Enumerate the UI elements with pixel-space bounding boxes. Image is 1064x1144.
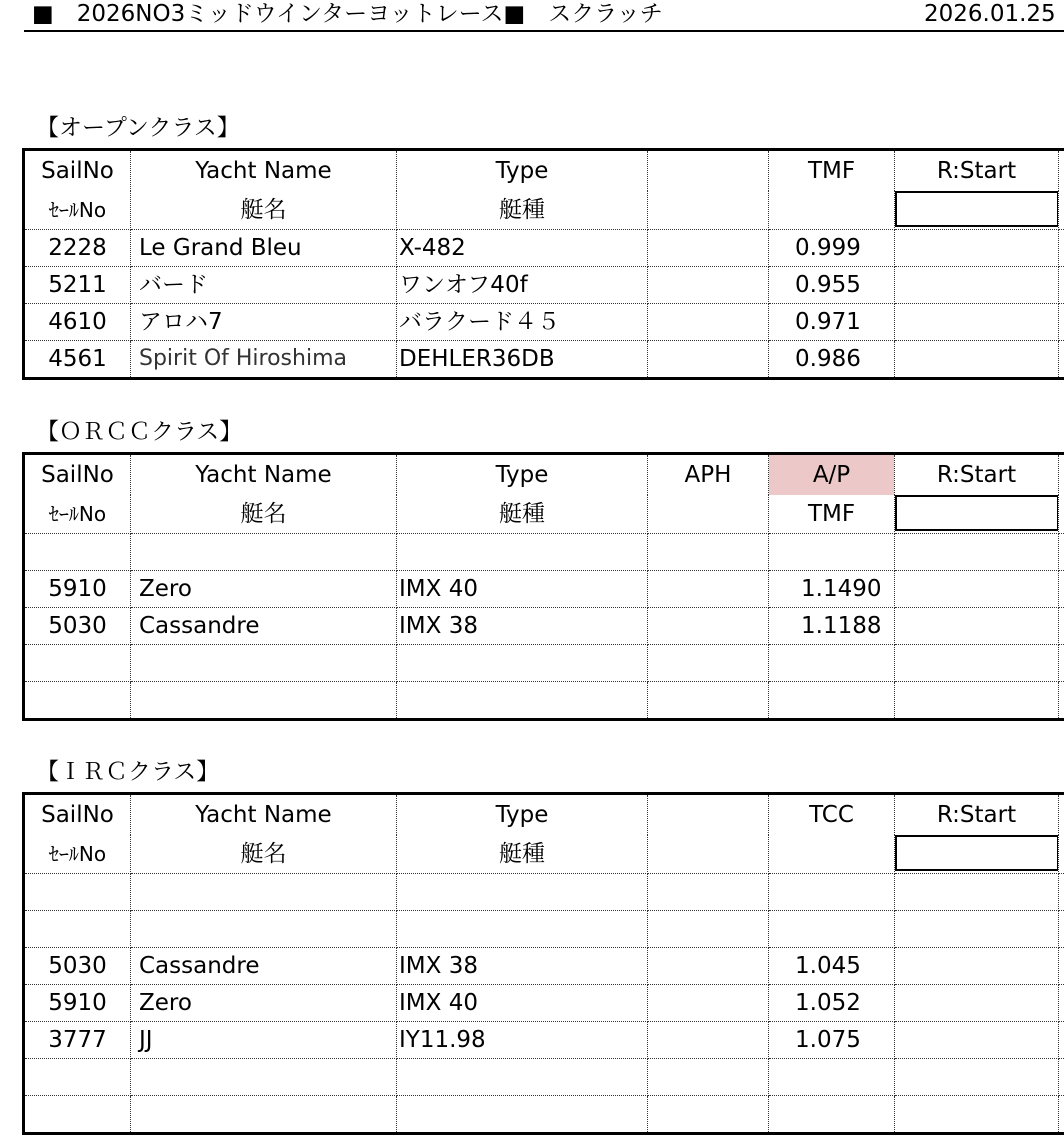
table-row	[24, 1059, 1064, 1096]
col-rest	[1059, 150, 1064, 192]
type-cell[interactable]	[397, 911, 648, 948]
col-r-start: R:Start	[895, 454, 1059, 496]
yacht-name-cell[interactable]	[131, 911, 397, 948]
empty-cell[interactable]	[648, 1096, 769, 1134]
yacht-name-cell[interactable]: Zero	[131, 571, 397, 608]
empty-cell[interactable]	[648, 267, 769, 304]
sail-no-cell[interactable]: 5030	[24, 608, 131, 645]
orcc-class-title: 【ＯＲＣＣクラス】	[36, 419, 243, 445]
irc-class-table	[22, 792, 1064, 1135]
tcc-cell[interactable]	[769, 1059, 895, 1096]
tmf-cell[interactable]: 1.1490	[769, 571, 895, 608]
empty-cell	[648, 495, 769, 534]
empty-cell	[1059, 985, 1064, 1022]
col-yacht-name: Yacht Name	[131, 794, 397, 836]
col-tcc: TCC	[769, 794, 895, 836]
start-cell[interactable]	[895, 534, 1059, 571]
col-sailno-jp: ｾｰﾙNo	[24, 495, 131, 534]
type-cell[interactable]: IMX 38	[397, 608, 648, 645]
empty-cell	[1059, 948, 1064, 985]
table-row	[24, 645, 1064, 682]
start-cell[interactable]	[895, 267, 1059, 304]
start-cell[interactable]	[895, 571, 1059, 608]
open-class-title: 【オープンクラス】	[36, 115, 240, 141]
empty-cell	[1059, 267, 1064, 304]
yacht-name-cell[interactable]	[131, 874, 397, 911]
col-type: Type	[397, 794, 648, 836]
col-ap: A/P	[769, 454, 895, 496]
yacht-name-cell[interactable]	[131, 1059, 397, 1096]
sail-no-cell[interactable]	[24, 534, 131, 571]
col-tmf: TMF	[769, 150, 895, 192]
sail-no-cell[interactable]	[24, 682, 131, 720]
empty-cell	[1059, 191, 1064, 230]
yacht-name-cell[interactable]: JJ	[131, 1022, 397, 1059]
col-sailno-jp: ｾｰﾙNo	[24, 191, 131, 230]
tcc-cell[interactable]: 1.075	[769, 1022, 895, 1059]
table-row	[24, 1096, 1064, 1134]
sail-no-cell[interactable]	[24, 1096, 131, 1134]
empty-cell	[1059, 304, 1064, 341]
tmf-cell[interactable]: 0.986	[769, 341, 895, 379]
type-cell[interactable]: DEHLER36DB	[397, 341, 648, 379]
tcc-cell[interactable]: 1.045	[769, 948, 895, 985]
table-header-row-jp	[24, 495, 1064, 534]
yacht-name-cell[interactable]	[131, 1096, 397, 1134]
col-type-jp: 艇種	[397, 495, 648, 534]
empty-cell	[1059, 682, 1064, 720]
orcc-class-table	[22, 452, 1064, 721]
table-row	[24, 341, 1064, 379]
tmf-cell[interactable]	[769, 534, 895, 571]
race-date: 2026.01.25	[924, 1, 1056, 27]
tmf-cell[interactable]: 1.1188	[769, 608, 895, 645]
col-rest	[1059, 454, 1064, 496]
irc-class-title: 【ＩＲＣクラス】	[36, 759, 220, 785]
table-row	[24, 534, 1064, 571]
tcc-cell[interactable]	[769, 911, 895, 948]
type-cell[interactable]: IMX 40	[397, 985, 648, 1022]
start-cell[interactable]	[895, 911, 1059, 948]
col-sailno: SailNo	[24, 794, 131, 836]
empty-cell[interactable]	[648, 985, 769, 1022]
empty-cell	[1059, 495, 1064, 534]
empty-cell	[1059, 1096, 1064, 1134]
empty-cell[interactable]	[648, 534, 769, 571]
empty-cell	[1059, 645, 1064, 682]
empty-cell	[1059, 534, 1064, 571]
start-cell[interactable]	[895, 948, 1059, 985]
r-start-input[interactable]	[895, 835, 1059, 874]
empty-cell[interactable]	[648, 1022, 769, 1059]
type-cell[interactable]: ワンオフ40f	[397, 267, 648, 304]
col-yacht-name: Yacht Name	[131, 150, 397, 192]
col-sailno: SailNo	[24, 454, 131, 496]
yacht-name-cell[interactable]	[131, 645, 397, 682]
start-cell[interactable]	[895, 304, 1059, 341]
empty-cell[interactable]	[648, 682, 769, 720]
empty-cell	[1059, 230, 1064, 267]
sail-no-cell[interactable]: 2228	[24, 230, 131, 267]
empty-cell	[648, 191, 769, 230]
tmf-cell[interactable]: 0.971	[769, 304, 895, 341]
table-row	[24, 230, 1064, 267]
col-sailno-jp: ｾｰﾙNo	[24, 835, 131, 874]
start-cell[interactable]	[895, 1096, 1059, 1134]
empty-cell	[648, 835, 769, 874]
empty-cell	[1059, 341, 1064, 379]
table-row	[24, 571, 1064, 608]
yacht-name-cell[interactable]: アロハ7	[131, 304, 397, 341]
r-start-input[interactable]	[895, 495, 1059, 534]
table-row	[24, 682, 1064, 720]
yacht-name-cell[interactable]	[131, 682, 397, 720]
empty-cell[interactable]	[648, 230, 769, 267]
table-row	[24, 911, 1064, 948]
sail-no-cell[interactable]	[24, 874, 131, 911]
col-yacht-name-jp: 艇名	[131, 495, 397, 534]
type-cell[interactable]	[397, 682, 648, 720]
type-cell[interactable]	[397, 645, 648, 682]
col-yacht-name-jp: 艇名	[131, 191, 397, 230]
type-cell[interactable]: バラクード４５	[397, 304, 648, 341]
tmf-cell[interactable]: 0.999	[769, 230, 895, 267]
type-cell[interactable]: IMX 38	[397, 948, 648, 985]
empty-cell	[1059, 571, 1064, 608]
col-r-start: R:Start	[895, 794, 1059, 836]
col-empty	[648, 794, 769, 836]
r-start-input[interactable]	[895, 191, 1059, 230]
table-row	[24, 267, 1064, 304]
col-type-jp: 艇種	[397, 835, 648, 874]
type-cell[interactable]	[397, 874, 648, 911]
empty-cell	[769, 191, 895, 230]
empty-cell	[1059, 874, 1064, 911]
tmf-cell[interactable]: 0.955	[769, 267, 895, 304]
empty-cell	[1059, 1022, 1064, 1059]
open-class-table	[22, 148, 1064, 380]
type-cell[interactable]	[397, 1096, 648, 1134]
empty-cell[interactable]	[648, 571, 769, 608]
start-cell[interactable]	[895, 1022, 1059, 1059]
col-rest	[1059, 794, 1064, 836]
table-header-row	[24, 150, 1064, 192]
yacht-name-cell[interactable]: バード	[131, 267, 397, 304]
table-row	[24, 304, 1064, 341]
empty-cell[interactable]	[648, 341, 769, 379]
table-header-row	[24, 454, 1064, 496]
empty-cell	[1059, 911, 1064, 948]
sail-no-cell[interactable]: 5211	[24, 267, 131, 304]
sail-no-cell[interactable]: 4610	[24, 304, 131, 341]
table-header-row-jp	[24, 191, 1064, 230]
table-row	[24, 874, 1064, 911]
yacht-name-cell[interactable]: Spirit Of Hiroshima	[131, 341, 397, 379]
tmf-cell[interactable]	[769, 645, 895, 682]
race-title: ■ 2026NO3ミッドウインターヨットレース■ スクラッチ	[32, 1, 663, 27]
table-row	[24, 1022, 1064, 1059]
sail-no-cell[interactable]	[24, 1059, 131, 1096]
col-sailno: SailNo	[24, 150, 131, 192]
table-row	[24, 608, 1064, 645]
yacht-name-cell[interactable]: Le Grand Bleu	[131, 230, 397, 267]
sail-no-cell[interactable]: 5910	[24, 985, 131, 1022]
empty-cell	[1059, 835, 1064, 874]
tcc-cell[interactable]	[769, 1096, 895, 1134]
empty-cell[interactable]	[648, 645, 769, 682]
empty-cell[interactable]	[648, 304, 769, 341]
type-cell[interactable]	[397, 534, 648, 571]
start-cell[interactable]	[895, 645, 1059, 682]
yacht-name-cell[interactable]: Cassandre	[131, 608, 397, 645]
col-yacht-name: Yacht Name	[131, 454, 397, 496]
yacht-name-cell[interactable]: Zero	[131, 985, 397, 1022]
tmf-cell[interactable]	[769, 682, 895, 720]
sail-no-cell[interactable]: 4561	[24, 341, 131, 379]
type-cell[interactable]: IY11.98	[397, 1022, 648, 1059]
empty-cell[interactable]	[648, 608, 769, 645]
start-cell[interactable]	[895, 608, 1059, 645]
start-cell[interactable]	[895, 874, 1059, 911]
col-aph: APH	[648, 454, 769, 496]
type-cell[interactable]: IMX 40	[397, 571, 648, 608]
start-cell[interactable]	[895, 1059, 1059, 1096]
table-row	[24, 985, 1064, 1022]
sail-no-cell[interactable]	[24, 645, 131, 682]
table-header-row-jp	[24, 835, 1064, 874]
start-cell[interactable]	[895, 985, 1059, 1022]
empty-cell[interactable]	[648, 948, 769, 985]
yacht-name-cell[interactable]	[131, 534, 397, 571]
empty-cell	[769, 835, 895, 874]
start-cell[interactable]	[895, 341, 1059, 379]
empty-cell[interactable]	[648, 911, 769, 948]
empty-cell[interactable]	[648, 1059, 769, 1096]
sail-no-cell[interactable]: 5910	[24, 571, 131, 608]
start-cell[interactable]	[895, 230, 1059, 267]
sheet-header	[24, 0, 1064, 32]
empty-cell[interactable]	[648, 874, 769, 911]
sail-no-cell[interactable]	[24, 911, 131, 948]
type-cell[interactable]: X-482	[397, 230, 648, 267]
col-type: Type	[397, 150, 648, 192]
col-tmf: TMF	[769, 495, 895, 534]
col-yacht-name-jp: 艇名	[131, 835, 397, 874]
empty-cell	[1059, 608, 1064, 645]
col-empty	[648, 150, 769, 192]
sail-no-cell[interactable]: 3777	[24, 1022, 131, 1059]
table-header-row	[24, 794, 1064, 836]
type-cell[interactable]	[397, 1059, 648, 1096]
start-cell[interactable]	[895, 682, 1059, 720]
table-row	[24, 948, 1064, 985]
tcc-cell[interactable]: 1.052	[769, 985, 895, 1022]
yacht-name-cell[interactable]: Cassandre	[131, 948, 397, 985]
col-type: Type	[397, 454, 648, 496]
sail-no-cell[interactable]: 5030	[24, 948, 131, 985]
col-type-jp: 艇種	[397, 191, 648, 230]
col-r-start: R:Start	[895, 150, 1059, 192]
tcc-cell[interactable]	[769, 874, 895, 911]
empty-cell	[1059, 1059, 1064, 1096]
